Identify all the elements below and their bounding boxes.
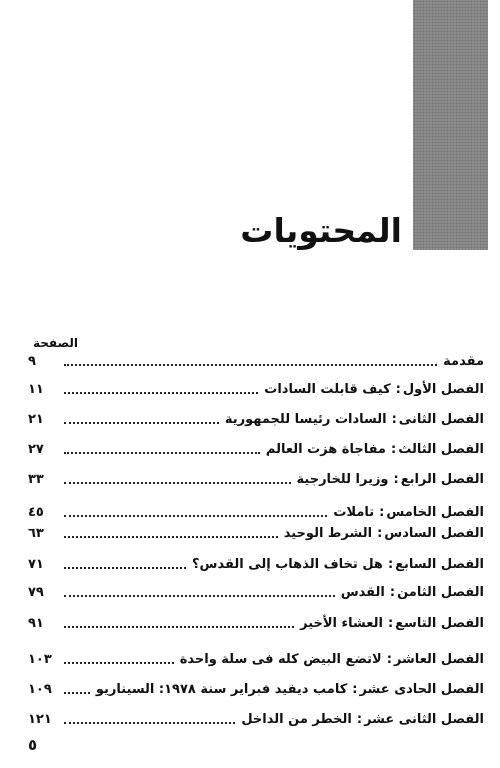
page-title: المحتويات xyxy=(240,211,402,250)
dot-leader xyxy=(64,364,437,366)
dot-leader xyxy=(64,626,294,628)
toc-page-number: ٦٣ xyxy=(28,525,44,541)
toc-page-number: ١١ xyxy=(28,381,44,397)
dot-leader xyxy=(64,692,90,694)
toc-entry-chapter-8[interactable] xyxy=(28,581,484,603)
dot-leader xyxy=(64,422,219,424)
toc-page-number: ٧٩ xyxy=(28,584,44,600)
toc-entry-chapter-1[interactable] xyxy=(28,378,484,400)
dot-leader xyxy=(64,392,258,394)
toc-page-number: ٩ xyxy=(28,353,36,369)
toc-chapter-label: الفصل الأول xyxy=(402,381,484,397)
colon-separator: : xyxy=(391,411,397,427)
toc-chapter-label: الفصل الرابع xyxy=(400,471,484,487)
dot-leader xyxy=(64,662,174,664)
toc-page-number: ٧١ xyxy=(28,556,44,572)
toc-chapter-label: الفصل الثانى عشر xyxy=(364,711,484,727)
toc-entry-chapter-9[interactable] xyxy=(28,612,484,634)
toc-entry-chapter-4[interactable] xyxy=(28,468,484,490)
toc-entry-title: مفاجاة هزت العالم xyxy=(265,441,386,457)
toc-chapter-label: الفصل الثالث xyxy=(398,441,484,457)
dot-leader xyxy=(64,482,291,484)
toc-entry-title: هل تخاف الذهاب إلى القدس؟ xyxy=(192,556,383,572)
toc-chapter-label: الفصل العاشر xyxy=(393,651,484,667)
dot-leader xyxy=(64,722,235,724)
colon-separator: : xyxy=(379,504,385,520)
toc-entry-title: الشرط الوحيد xyxy=(283,525,373,541)
toc-chapter-label: مقدمة xyxy=(443,353,484,369)
toc-page-number: ٤٥ xyxy=(28,504,44,520)
toc-chapter-label: الفصل السادس xyxy=(384,525,484,541)
dot-leader xyxy=(64,515,327,517)
toc-page-number: ١٢١ xyxy=(28,711,52,727)
decorative-gray-block xyxy=(413,0,488,250)
page-column-label: الصفحة xyxy=(33,336,79,350)
toc-entry-title: السادات رئيسا للجمهورية xyxy=(224,411,387,427)
toc-page-number: ٩١ xyxy=(28,615,44,631)
toc-entry-chapter-3[interactable] xyxy=(28,438,484,460)
colon-separator: : xyxy=(390,441,397,457)
toc-chapter-label: الفصل الثانى xyxy=(398,411,484,427)
colon-separator: : xyxy=(377,525,383,541)
toc-entry-title: القدس xyxy=(340,584,385,600)
toc-chapter-label: الفصل الثامن xyxy=(397,584,484,600)
toc-page-number: ٢٧ xyxy=(28,441,44,457)
colon-separator: : xyxy=(387,556,394,572)
colon-separator: : xyxy=(395,381,401,397)
colon-separator: : xyxy=(389,584,396,600)
toc-chapter-label: الفصل الحادى عشر xyxy=(359,681,484,697)
toc-entry-chapter-11[interactable] xyxy=(28,678,484,700)
toc-entry-chapter-5[interactable] xyxy=(28,501,484,523)
page-folio-number: ٥ xyxy=(28,736,38,754)
toc-entry-chapter-6[interactable] xyxy=(28,522,484,544)
dot-leader xyxy=(64,567,186,569)
toc-page-number: ١٠٩ xyxy=(28,681,52,697)
toc-entry-chapter-7[interactable] xyxy=(28,553,484,575)
toc-chapter-label: الفصل السابع xyxy=(395,556,484,572)
toc-page-number: ٢١ xyxy=(28,411,44,427)
colon-separator: : xyxy=(393,471,399,487)
toc-entry-title: لاتضع البيض كله فى سلة واحدة xyxy=(179,651,382,667)
toc-entry-chapter-10[interactable] xyxy=(28,648,484,670)
toc-entry-chapter-12[interactable] xyxy=(28,708,484,730)
toc-chapter-label: الفصل التاسع xyxy=(395,615,484,631)
dot-leader xyxy=(64,595,335,597)
toc-entry-intro[interactable] xyxy=(28,350,484,372)
toc-entry-title: كيف قابلت السادات xyxy=(264,381,391,397)
toc-entry-chapter-2[interactable] xyxy=(28,408,484,430)
dot-leader xyxy=(64,536,278,538)
toc-entry-title: تاملات xyxy=(333,504,375,520)
colon-separator: : xyxy=(387,615,394,631)
colon-separator: : xyxy=(356,711,363,727)
toc-page-number: ١٠٣ xyxy=(28,651,52,667)
colon-separator: : xyxy=(352,681,358,697)
toc-entry-title: وزيرا للخارجية xyxy=(296,471,389,487)
toc-entry-title: الخطر من الداخل xyxy=(241,711,352,727)
dot-leader xyxy=(64,452,260,454)
toc-entry-title: العشاء الأخير xyxy=(300,615,383,631)
toc-page-number: ٣٣ xyxy=(28,471,44,487)
toc-chapter-label: الفصل الخامس xyxy=(386,504,484,520)
colon-separator: : xyxy=(386,651,392,667)
toc-entry-title: كامب ديفيد فبراير سنة ١٩٧٨: السيناريو xyxy=(95,681,348,697)
